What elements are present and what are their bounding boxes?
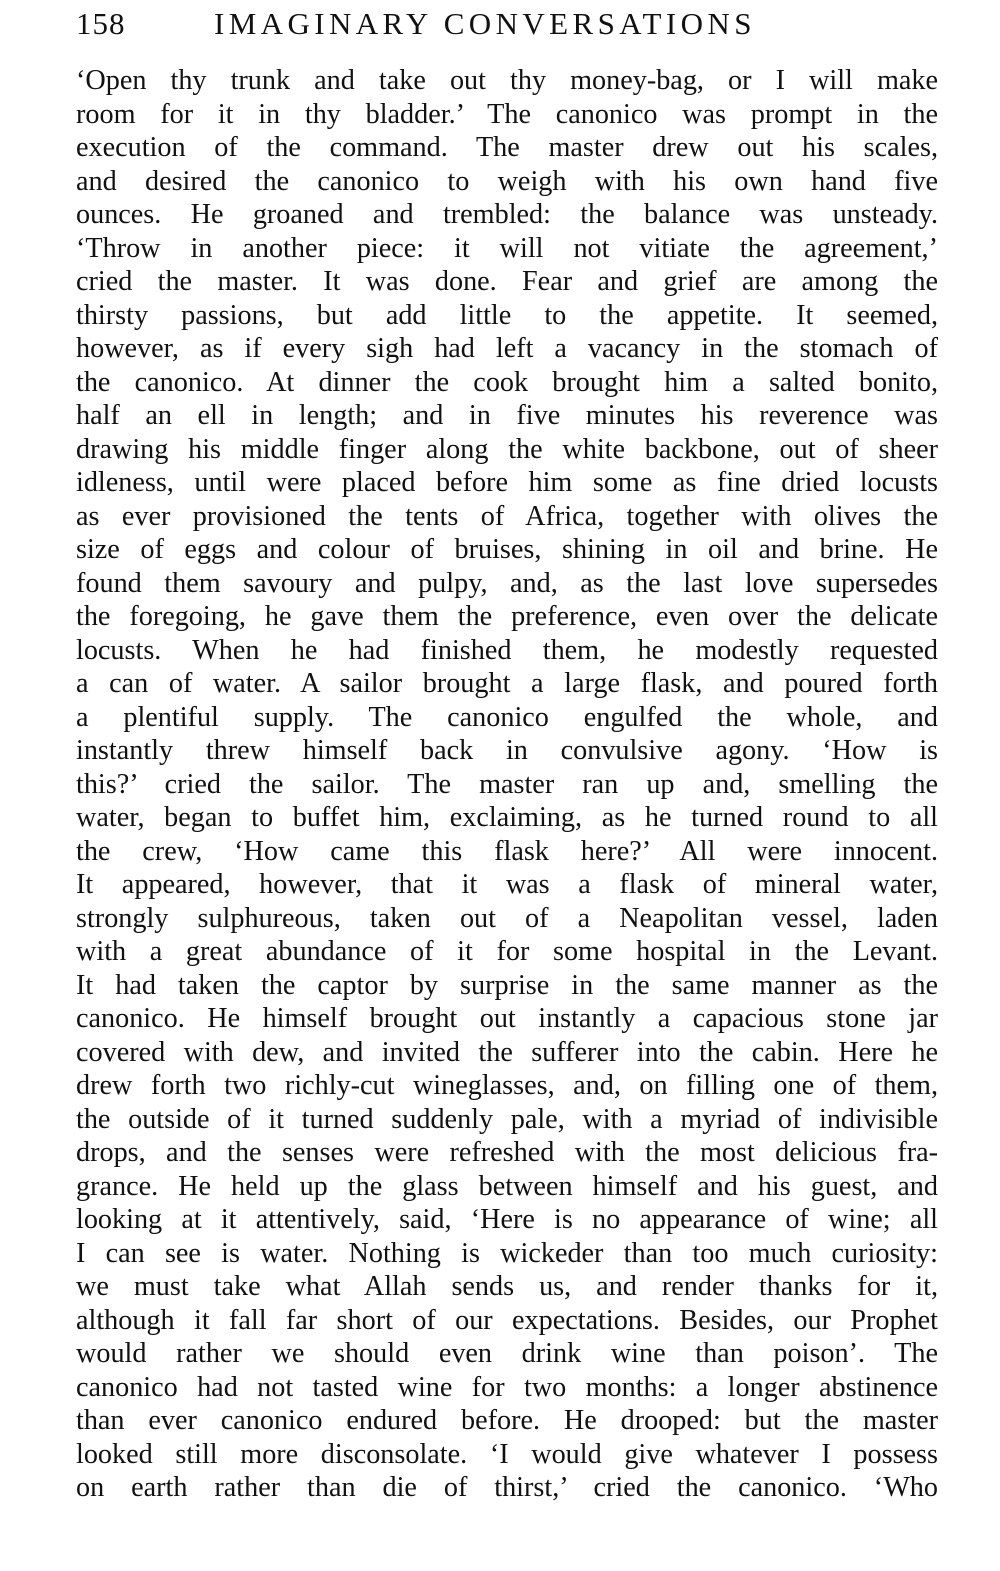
text-line: the outside of it turned suddenly pale, with a myriad of indivisible [76, 1103, 938, 1135]
text-line: drew forth two richly-cut wineglasses, and, on filling one of them, [76, 1070, 938, 1101]
text-line: ‘Throw in another piece: it will not vitiate the agreement,’ [76, 232, 938, 264]
text-line: instantly threw himself back in convulsive agony. ‘How is [76, 735, 938, 766]
running-head [76, 4, 946, 44]
text-line: canonico. He himself brought out instantly a capacious stone jar [76, 1003, 938, 1034]
text-line: execution of the command. The master drew out his scales, [76, 132, 938, 163]
body-text [76, 64, 938, 1505]
text-line: found them savoury and pulpy, and, as the last love supersedes [76, 567, 938, 599]
text-line: grance. He held up the glass between himself and his guest, and [76, 1170, 938, 1202]
text-line: canonico had not tasted wine for two months: a longer abstinence [76, 1371, 938, 1403]
text-line: ounces. He groaned and trembled: the balance was unsteady. [76, 199, 938, 230]
text-line: as ever provisioned the tents of Africa, together with olives the [76, 500, 938, 532]
text-line: on earth rather than die of thirst,’ cried the canonico. ‘Who [76, 1472, 938, 1503]
text-line: the canonico. At dinner the cook brought him a salted bonito, [76, 366, 938, 398]
text-line: drawing his middle finger along the white backbone, out of sheer [76, 433, 938, 465]
text-line: half an ell in length; and in five minutes his reverence was [76, 400, 938, 431]
text-line: a can of water. A sailor brought a large flask, and poured forth [76, 668, 938, 699]
text-line: and desired the canonico to weigh with his own hand five [76, 165, 938, 197]
text-line: size of eggs and colour of bruises, shining in oil and brine. He [76, 534, 938, 565]
text-line: the crew, ‘How came this flask here?’ All were innocent. [76, 835, 938, 867]
text-line: would rather we should even drink wine than poison’. The [76, 1338, 938, 1369]
text-line: covered with dew, and invited the sufferer into the cabin. Here he [76, 1036, 938, 1068]
text-line: the foregoing, he gave them the preference, even over the delicate [76, 601, 938, 632]
text-line: drops, and the senses were refreshed with the most delicious fra- [76, 1137, 938, 1168]
text-line: than ever canonico endured before. He drooped: but the master [76, 1405, 938, 1436]
text-line: It had taken the captor by surprise in the same manner as the [76, 969, 938, 1001]
text-line: cried the master. It was done. Fear and grief are among the [76, 266, 938, 297]
text-line: looked still more disconsolate. ‘I would give whatever I possess [76, 1438, 938, 1470]
text-line: strongly sulphureous, taken out of a Neapolitan vessel, laden [76, 902, 938, 934]
text-line: I can see is water. Nothing is wickeder than too much curiosity: [76, 1237, 938, 1269]
text-line: It appeared, however, that it was a flask of mineral water, [76, 869, 938, 900]
text-line: however, as if every sigh had left a vacancy in the stomach of [76, 333, 938, 364]
text-line: we must take what Allah sends us, and render thanks for it, [76, 1271, 938, 1302]
text-line: idleness, until were placed before him some as fine dried locusts [76, 467, 938, 498]
text-line: a plentiful supply. The canonico engulfed the whole, and [76, 701, 938, 733]
text-line: with a great abundance of it for some hospital in the Levant. [76, 936, 938, 967]
text-line: locusts. When he had finished them, he modestly requested [76, 634, 938, 666]
text-line: room for it in thy bladder.’ The canonico was prompt in the [76, 98, 938, 130]
text-line: thirsty passions, but add little to the appetite. It seemed, [76, 299, 938, 331]
text-line: ‘Open thy trunk and take out thy money-bag, or I will make [76, 65, 938, 96]
text-line: this?’ cried the sailor. The master ran up and, smelling the [76, 768, 938, 800]
running-title: IMAGINARY CONVERSATIONS [214, 6, 756, 41]
text-line: although it fall far short of our expectations. Besides, our Prophet [76, 1304, 938, 1336]
page-number: 158 [76, 6, 126, 41]
text-line: looking at it attentively, said, ‘Here is no appearance of wine; all [76, 1204, 938, 1235]
text-line: water, began to buffet him, exclaiming, as he turned round to all [76, 802, 938, 833]
